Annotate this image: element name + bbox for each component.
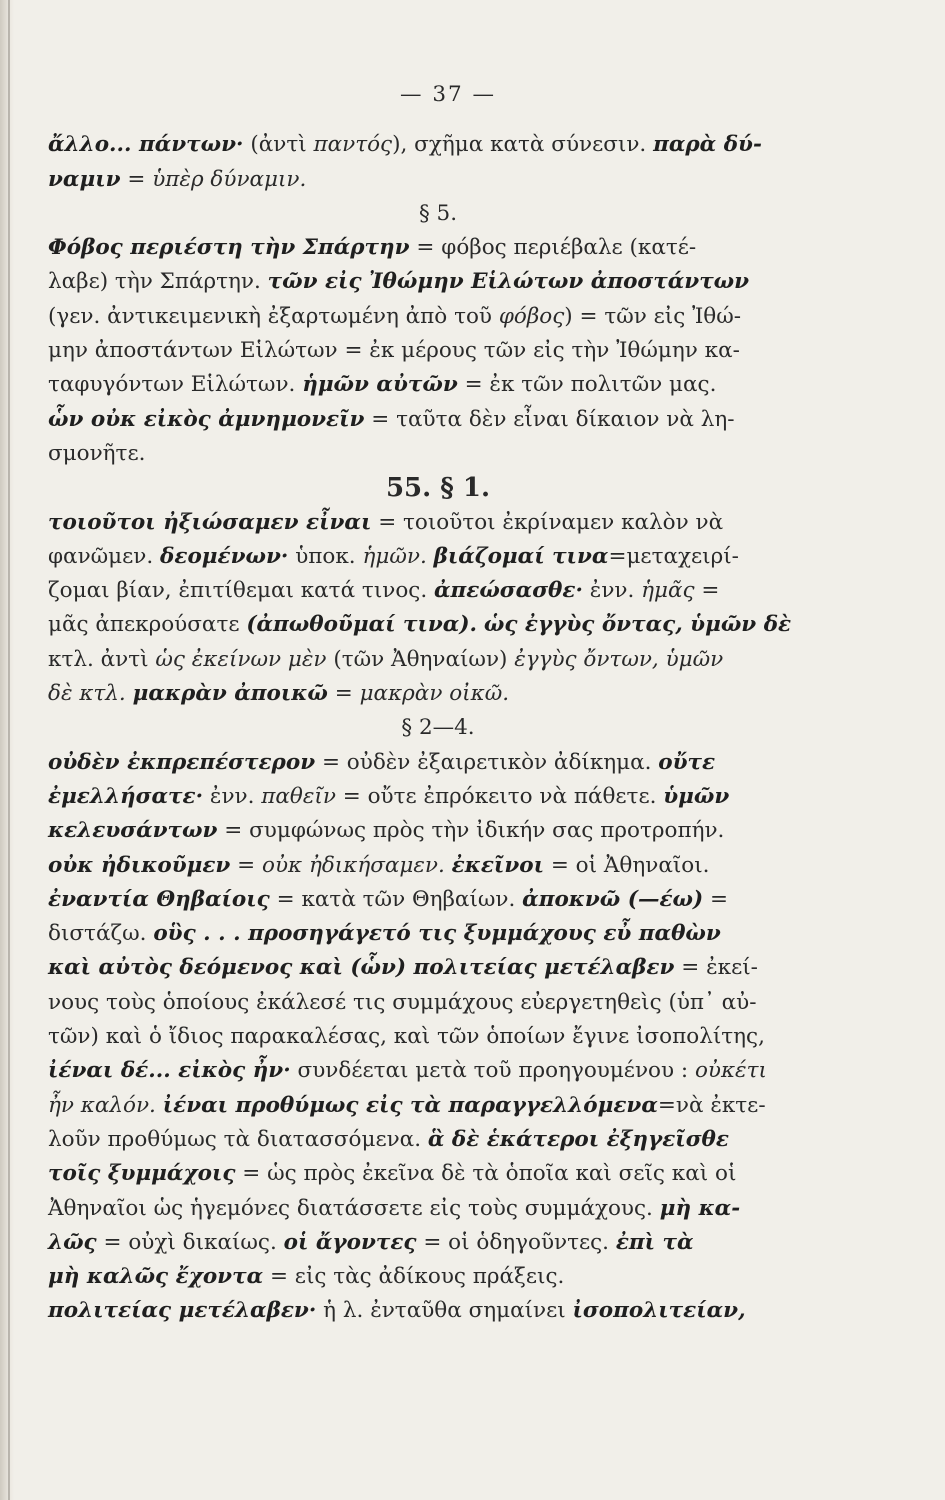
text-line [48, 814, 828, 848]
text-line [48, 883, 828, 917]
lemma-term: ἐκεῖνοι [451, 852, 544, 878]
lemma-term: ἰέναι δέ... εἰκὸς ἦν· [48, 1058, 291, 1084]
gloss-text: συνδέεται μετὰ τοῦ προηγουμένου : [290, 1058, 695, 1084]
gloss-text: = συμφώνως πρὸς τὴν ἰδικήν σας προτροπήν. [217, 818, 725, 844]
text-line [48, 711, 828, 745]
text-line [48, 1123, 828, 1157]
lemma-term: ὧν οὐκ εἰκὸς ἀμνημονεῖν [48, 406, 365, 432]
gloss-text: (γεν. ἀντικειμενικὴ ἐξαρτωμένη ἀπὸ τοῦ [48, 303, 499, 329]
lemma-term: ἰέναι προθύμως εἰς τὰ παραγγελλόμενα [162, 1092, 658, 1118]
gloss-text: ταφυγόντων Εἱλώτων. [48, 372, 303, 398]
lemma-term: ὑμῶν [663, 783, 730, 809]
text-line [48, 128, 828, 162]
lemma-term: ἐμελλήσατε· [48, 783, 204, 809]
gloss-text: = ταῦτα δὲν εἶναι δίκαιον νὰ λη- [364, 406, 735, 432]
page-number: — 37 — [399, 82, 497, 107]
lemma-term: λῶς [48, 1229, 97, 1255]
lemma-term: ἀπεώσασθε· [433, 578, 583, 604]
gloss-text: = ἐκεί- [674, 955, 758, 981]
text-line [48, 540, 828, 574]
text-line [48, 951, 828, 985]
gloss-text [427, 544, 434, 569]
gloss-text: ζομαι βίαν, ἐπιτίθεμαι κατά τινος. [48, 578, 434, 604]
binding-edge [8, 0, 10, 1500]
gloss-text: φόβος [498, 303, 565, 329]
lemma-term: οὔτε [658, 749, 716, 775]
gloss-text: = [120, 166, 153, 192]
text-line [48, 608, 828, 642]
gloss-text: (τῶν Ἀθηναίων) [326, 646, 515, 672]
gloss-text: μᾶς ἀπεκρούσατε [48, 612, 247, 638]
gloss-text: δὲ κτλ. [48, 681, 126, 707]
lemma-term: τῶν εἰς Ἰθώμην Εἱλώτων ἀποστάντων [267, 269, 750, 295]
gloss-text: παθεῖν [261, 783, 336, 809]
gloss-text: ὑποκ. [288, 543, 363, 569]
gloss-text: = οὔτε ἐπρόκειτο νὰ πάθετε. [335, 783, 664, 809]
text-line [48, 986, 828, 1020]
text-line [48, 1054, 828, 1088]
text-line [48, 197, 828, 231]
gloss-text: μην ἀποστάντων Εἱλώτων = ἐκ μέρους τῶν εἰς τὴν Ἰθώμην κα- [48, 338, 740, 364]
gloss-text: = φόβος περιέβαλε (κατέ- [409, 235, 697, 261]
text-line [48, 1260, 828, 1294]
gloss-text: = [694, 578, 720, 604]
text-line [48, 231, 828, 265]
gloss-text: ἡμῶν. [362, 543, 427, 569]
gloss-text: = οὐδὲν ἐξαιρετικὸν ἀδίκημα. [315, 749, 659, 775]
gloss-text: ὑπὲρ δύναμιν. [152, 166, 307, 192]
lemma-term: ὡς ἐγγὺς ὄντας, ὑμῶν δὲ [483, 612, 792, 638]
gloss-text: = [327, 681, 360, 707]
gloss-text: μακρὰν οἰκῶ. [359, 681, 510, 707]
text-line [48, 506, 828, 540]
gloss-text: λαβε) τὴν Σπάρτην. [48, 269, 268, 295]
text-line [48, 917, 828, 951]
text-line [48, 1089, 828, 1123]
lemma-term: βιάζομαί τινα [433, 543, 609, 569]
text-line [48, 163, 828, 197]
lemma-term: κελευσάντων [48, 818, 218, 844]
lemma-term: πολιτείας μετέλαβεν· [48, 1298, 317, 1324]
lemma-term: μὴ καλῶς ἔχοντα [48, 1264, 264, 1290]
gloss-text: = [230, 852, 263, 878]
text-line [48, 403, 828, 437]
gloss-text: σμονῆτε. [48, 440, 146, 466]
text-line [48, 643, 828, 677]
gloss-text: ἐνν. [203, 783, 262, 809]
gloss-text: ἡμᾶς [641, 578, 695, 604]
text-line [48, 368, 828, 402]
lemma-term: δεομένων· [160, 543, 289, 569]
text-line [48, 746, 828, 780]
text-line [48, 574, 828, 608]
lemma-term: ἃ δὲ ἑκάτεροι ἐξηγεῖσθε [427, 1126, 729, 1152]
gloss-text: τῶν) καὶ ὁ ἴδιος παρακαλέσας, καὶ τῶν ὁποίων ἔγινε ἰσοπολίτης, [48, 1024, 765, 1050]
lemma-term: ναμιν [48, 166, 121, 192]
gloss-text: οὐκ ἠδικήσαμεν. [262, 852, 445, 878]
lemma-term: μὴ κα- [659, 1195, 741, 1221]
lemma-term: οὐδὲν ἐκπρεπέστερον [48, 749, 316, 775]
commentary-text [48, 128, 828, 1328]
lemma-term: ἀποκνῶ (—έω) [522, 886, 704, 912]
gloss-text: ὡς ἐκείνων μὲν [155, 646, 327, 672]
lemma-term: ἄλλο... πάντων· [48, 132, 244, 158]
gloss-text [156, 1093, 163, 1118]
gloss-text: ἦν καλόν. [48, 1092, 156, 1118]
gloss-text [445, 853, 452, 878]
text-line [48, 677, 828, 711]
gloss-text: ), σχῆμα κατὰ σύνεσιν. [392, 132, 654, 158]
text-line [48, 471, 828, 505]
text-line [48, 300, 828, 334]
gloss-text: Ἀθηναῖοι ὡς ἡγεμόνες διατάσσετε εἰς τοὺς συμμάχους. [48, 1195, 660, 1221]
gloss-text: διστάζω. [48, 921, 154, 947]
section-heading: 55. § 1. [385, 473, 491, 504]
lemma-term: (ἀπωθοῦμαί τινα). [246, 612, 477, 638]
lemma-term: μακρὰν ἀποικῶ [132, 681, 328, 707]
lemma-term: Φόβος περιέστη τὴν Σπάρτην [48, 235, 410, 261]
gloss-text: παντός [313, 132, 393, 158]
gloss-text: ἐνν. [582, 578, 642, 604]
gloss-text: κτλ. ἀντὶ [48, 646, 156, 672]
lemma-term: ἰσοπολιτείαν, [572, 1298, 746, 1324]
gloss-text [477, 612, 484, 637]
text-line [48, 265, 828, 299]
lemma-term: καὶ αὐτὸς δεόμενος καὶ (ὧν) πολιτείας μετέλαβεν [48, 955, 675, 981]
gloss-text: ἡ λ. ἐνταῦθα σημαίνει [316, 1298, 573, 1324]
gloss-text: =μεταχειρί- [608, 543, 739, 569]
book-spine-shadow [0, 0, 14, 1500]
lemma-term: ἐπὶ τὰ [615, 1229, 694, 1255]
gloss-text: = ὡς πρὸς ἐκεῖνα δὲ τὰ ὁποῖα καὶ σεῖς καὶ οἱ [235, 1161, 737, 1187]
gloss-text: νους τοὺς ὁποίους ἐκάλεσέ τις συμμάχους εὐεργετηθεὶς (ὑπ᾽ αὐ- [48, 989, 757, 1015]
text-line [48, 437, 828, 471]
text-line [48, 1020, 828, 1054]
gloss-text: = τοιοῦτοι ἐκρίναμεν καλὸν νὰ [371, 509, 724, 535]
lemma-term: οὐκ ἠδικοῦμεν [48, 852, 231, 878]
gloss-text: = κατὰ τῶν Θηβαίων. [269, 886, 523, 912]
gloss-text: = [703, 886, 729, 912]
gloss-text: ἐγγὺς ὄντων, ὑμῶν [514, 646, 724, 672]
gloss-text: = οὐχὶ δικαίως. [96, 1229, 284, 1255]
gloss-text [126, 681, 133, 706]
gloss-text: οὐκέτι [694, 1058, 767, 1084]
gloss-text: = οἱ ὁδηγοῦντες. [416, 1229, 616, 1255]
text-line [48, 780, 828, 814]
text-line [48, 1226, 828, 1260]
section-heading: § 2—4. [401, 715, 475, 741]
text-line [48, 1192, 828, 1226]
gloss-text: ) = τῶν εἰς Ἰθώ- [564, 303, 742, 329]
gloss-text: = οἱ Ἀθηναῖοι. [544, 852, 710, 878]
text-line [48, 849, 828, 883]
text-line [48, 1157, 828, 1191]
section-heading: § 5. [418, 200, 458, 226]
lemma-term: ἐναντία Θηβαίοις [48, 886, 270, 912]
gloss-text: = εἰς τὰς ἀδίκους πράξεις. [263, 1264, 565, 1290]
gloss-text: λοῦν προθύμως τὰ διατασσόμενα. [48, 1126, 428, 1152]
gloss-text: =νὰ ἐκτε- [657, 1092, 766, 1118]
lemma-term: τοιοῦτοι ἠξιώσαμεν εἶναι [48, 509, 372, 535]
lemma-term: ἡμῶν αὐτῶν [302, 372, 458, 398]
lemma-term: οὓς . . . προσηγάγετό τις ξυμμάχους εὖ παθὼν [153, 921, 721, 947]
book-page [48, 78, 828, 1329]
lemma-term: οἱ ἄγοντες [283, 1229, 417, 1255]
text-line [48, 1294, 828, 1328]
gloss-text: φανῶμεν. [48, 543, 161, 569]
lemma-term: παρὰ δύ- [653, 132, 762, 158]
text-line [48, 334, 828, 368]
lemma-term: τοῖς ξυμμάχοις [48, 1161, 236, 1187]
gloss-text: = ἐκ τῶν πολιτῶν μας. [457, 372, 717, 398]
gloss-text: (ἀντὶ [243, 132, 314, 158]
